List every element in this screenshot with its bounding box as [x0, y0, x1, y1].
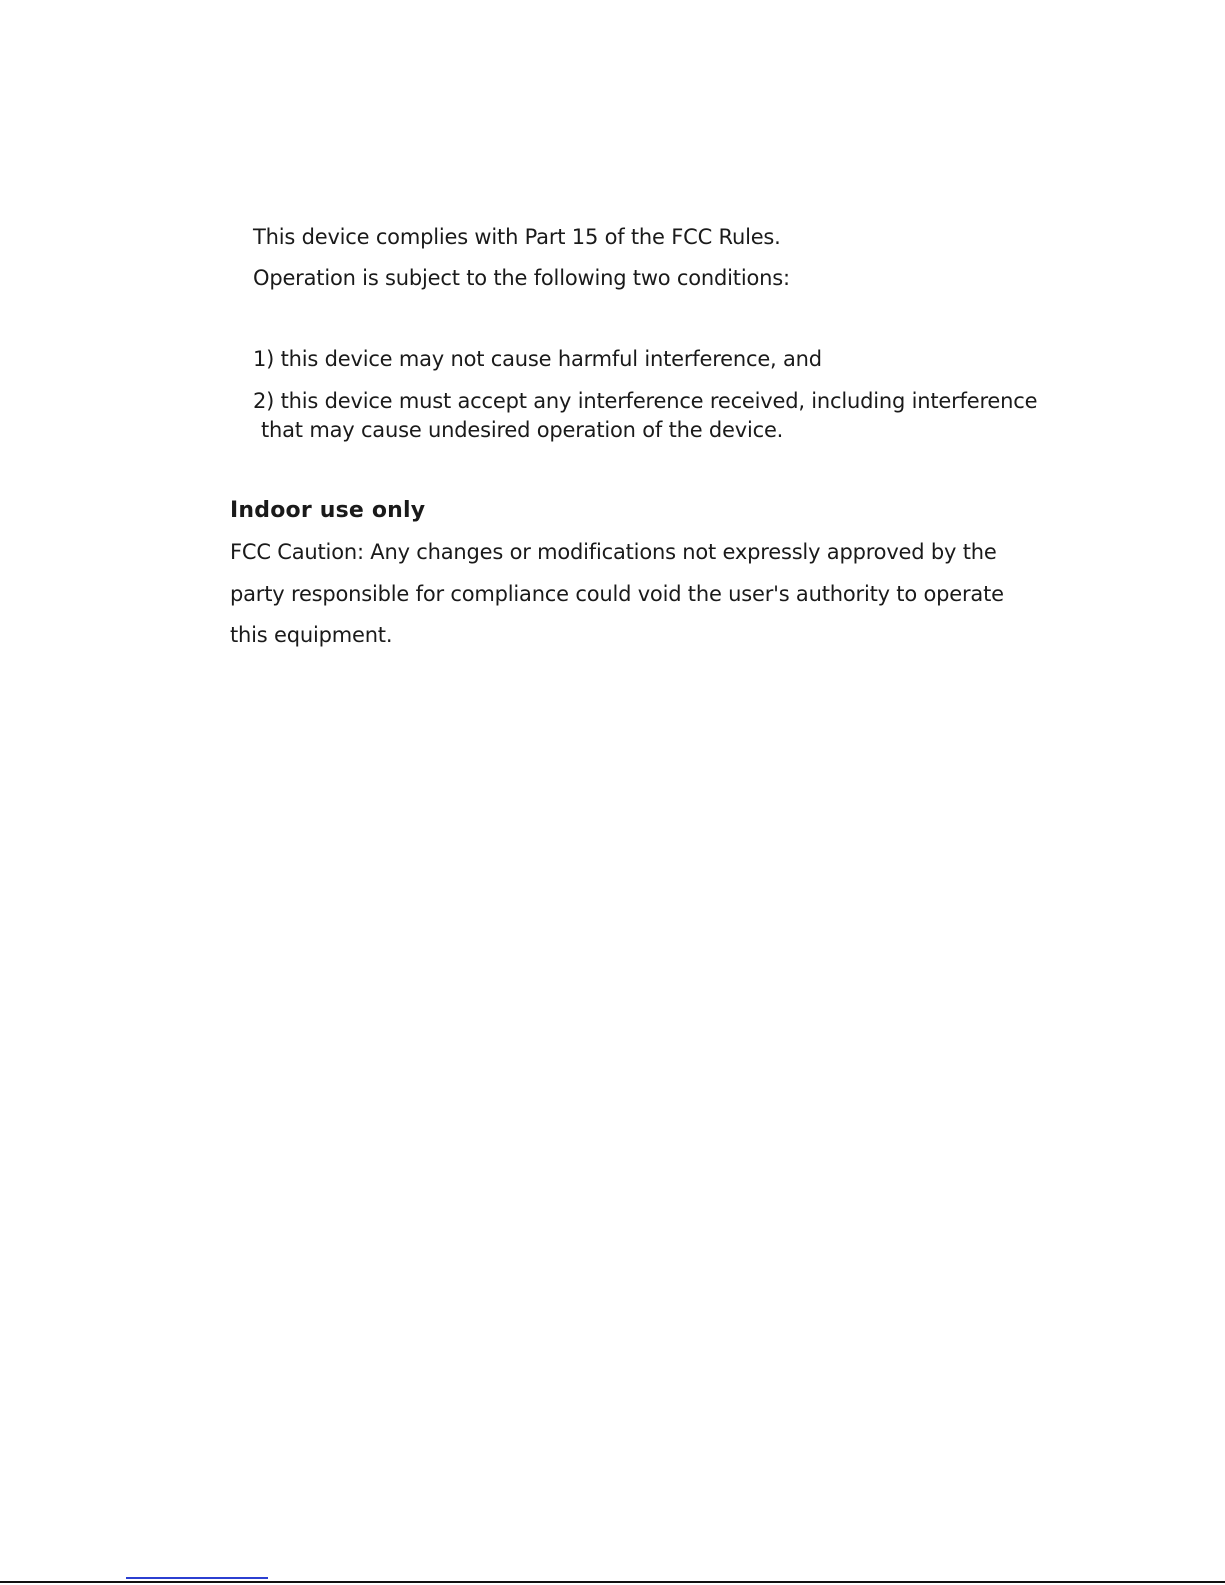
fcc-caution-line-2: party responsible for compliance could void the user's authority to operate — [230, 582, 1004, 606]
condition-1: 1) this device may not cause harmful interference, and — [253, 347, 822, 371]
compliance-statement: This device complies with Part 15 of the FCC Rules. — [253, 225, 781, 249]
fcc-caution-line-3: this equipment. — [230, 623, 393, 647]
condition-2: 2) this device must accept any interference received, including interference — [253, 389, 1038, 413]
footer-divider — [0, 1581, 1225, 1583]
footer-link-underline — [126, 1577, 268, 1579]
condition-2-continued: that may cause undesired operation of the device. — [261, 418, 784, 442]
indoor-use-heading: Indoor use only — [230, 498, 426, 523]
operation-conditions-intro: Operation is subject to the following two conditions: — [253, 266, 790, 290]
fcc-caution-line-1: FCC Caution: Any changes or modifications not expressly approved by the — [230, 540, 997, 564]
